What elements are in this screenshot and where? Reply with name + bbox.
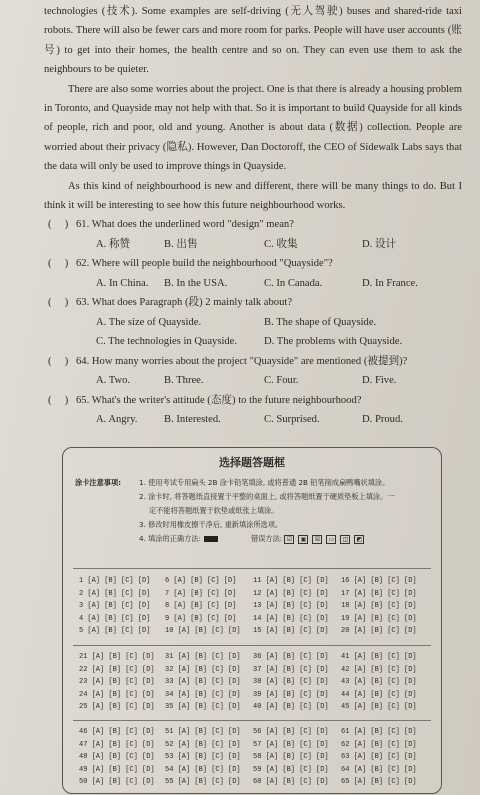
answer-bubble-row-46[interactable]: 46 [A] [B] [C] [D] [79, 728, 155, 736]
answer-bubble-row-21[interactable]: 21 [A] [B] [C] [D] [79, 653, 155, 661]
answer-bubble-row-49[interactable]: 49 [A] [B] [C] [D] [79, 765, 155, 774]
note-2-continued: 定不能将答题纸置于软垫或纸张上填涂。 [149, 506, 279, 515]
question-63-option-c: C. The technologies in Quayside. [96, 336, 238, 348]
grid-separator [73, 568, 431, 569]
question-63-text: 63. What does Paragraph (段) 2 mainly talk about? [76, 297, 293, 309]
answer-bubble-row-16[interactable]: 16 [A] [B] [C] [D] [341, 577, 417, 585]
answer-bubble-row-3[interactable]: 3 [A] [B] [C] [D] [79, 602, 151, 611]
answer-bubble-row-60[interactable]: 60 [A] [B] [C] [D] [253, 778, 329, 787]
wrong-methods-label: 错误方法: [251, 534, 283, 543]
check-mark-icon: ☑ [284, 535, 294, 544]
answer-bubble-row-51[interactable]: 51 [A] [B] [C] [D] [165, 728, 241, 736]
answer-bubble-row-55[interactable]: 55 [A] [B] [C] [D] [165, 778, 241, 787]
answer-bubble-row-6[interactable]: 6 [A] [B] [C] [D] [165, 577, 237, 585]
question-62-option-c: C. In Canada. [264, 277, 323, 289]
answer-bubble-row-23[interactable]: 23 [A] [B] [C] [D] [79, 678, 155, 687]
answer-bubble-row-2[interactable]: 2 [A] [B] [C] [D] [79, 589, 151, 598]
answer-bubble-row-19[interactable]: 19 [A] [B] [C] [D] [341, 614, 417, 623]
question-61-option-b: B. 出售 [164, 238, 198, 250]
question-64-text: 64. How many worries about the project "Quayside" are mentioned (被提到)? [76, 355, 408, 367]
filled-square-icon: ▣ [298, 535, 308, 544]
notes-label: 涂卡注意事项: [75, 478, 121, 487]
answer-bubble-row-53[interactable]: 53 [A] [B] [C] [D] [165, 753, 241, 762]
correct-fill-example-icon [204, 536, 218, 542]
answer-bubble-row-41[interactable]: 41 [A] [B] [C] [D] [341, 653, 417, 661]
question-63-option-b: B. The shape of Quayside. [264, 316, 377, 328]
question-61: ( ) 61. What does the underlined word "design" mean? A. 称赞 B. 出售 C. 收集 D. 设计 [44, 215, 462, 254]
answer-bubble-row-48[interactable]: 48 [A] [B] [C] [D] [79, 753, 155, 762]
answer-bubble-row-54[interactable]: 54 [A] [B] [C] [D] [165, 765, 241, 774]
answer-bubble-row-4[interactable]: 4 [A] [B] [C] [D] [79, 614, 151, 623]
answer-bubble-row-24[interactable]: 24 [A] [B] [C] [D] [79, 690, 155, 699]
question-64-option-d: D. Five. [362, 375, 397, 387]
question-62: ( ) 62. Where will people build the neighbourhood "Quayside"? A. In China. B. In the USA. C. In Canada. D. In France. [44, 254, 462, 293]
question-65: ( ) 65. What's the writer's attitude (态度) to the future neighbourhood? A. Angry. B. Interested. C. Surprised. D. Proud. [44, 391, 462, 430]
empty-box-icon: ▭ [326, 535, 336, 544]
answer-bubble-row-20[interactable]: 20 [A] [B] [C] [D] [341, 627, 417, 636]
question-61-option-c: C. 收集 [264, 238, 298, 250]
note-4: 4. 填涂的正确方法: [139, 534, 201, 543]
answer-bubble-row-56[interactable]: 56 [A] [B] [C] [D] [253, 728, 329, 736]
answer-bubble-row-12[interactable]: 12 [A] [B] [C] [D] [253, 589, 329, 598]
answer-bubble-row-35[interactable]: 35 [A] [B] [C] [D] [165, 703, 241, 712]
answer-bubble-row-17[interactable]: 17 [A] [B] [C] [D] [341, 589, 417, 598]
cross-box-icon: ☒ [312, 535, 322, 544]
answer-bubble-row-15[interactable]: 15 [A] [B] [C] [D] [253, 627, 329, 636]
question-62-option-b: B. In the USA. [164, 277, 228, 289]
question-64: ( ) 64. How many worries about the project "Quayside" are mentioned (被提到)? A. Two. B. Three. C. Four. D. Five. [44, 352, 462, 391]
question-64-option-b: B. Three. [164, 375, 204, 387]
question-61-option-d: D. 设计 [362, 238, 397, 250]
answer-bubble-row-25[interactable]: 25 [A] [B] [C] [D] [79, 703, 155, 712]
question-65-option-b: B. Interested. [164, 414, 221, 426]
answer-sheet [62, 447, 442, 794]
answer-bubble-row-44[interactable]: 44 [A] [B] [C] [D] [341, 690, 417, 699]
answer-bubble-row-52[interactable]: 52 [A] [B] [C] [D] [165, 740, 241, 749]
note-2: 2. 涂卡时, 将答题纸直接置于平整的桌面上, 或将答题纸置于硬质垫板上填涂。一 [139, 492, 395, 501]
question-63-option-d: D. The problems with Quayside. [264, 336, 403, 348]
question-64-option-a: A. Two. [96, 375, 131, 387]
question-65-text: 65. What's the writer's attitude (态度) to the future neighbourhood? [76, 394, 362, 406]
answer-bubble-row-32[interactable]: 32 [A] [B] [C] [D] [165, 665, 241, 674]
half-box-icon: ◫ [340, 535, 350, 544]
answer-bubble-row-47[interactable]: 47 [A] [B] [C] [D] [79, 740, 155, 749]
answer-bubble-row-5[interactable]: 5 [A] [B] [C] [D] [79, 627, 151, 636]
answer-bubble-row-57[interactable]: 57 [A] [B] [C] [D] [253, 740, 329, 749]
answer-bubble-row-42[interactable]: 42 [A] [B] [C] [D] [341, 665, 417, 674]
note-1: 1. 使用考试专用扁头 2B 涂卡铅笔填涂, 或将普通 2B 铅笔削成扁鸭嘴状填涂。 [139, 478, 390, 487]
answer-bubble-row-7[interactable]: 7 [A] [B] [C] [D] [165, 589, 237, 598]
answer-bubble-row-39[interactable]: 39 [A] [B] [C] [D] [253, 690, 329, 699]
answer-bubble-row-13[interactable]: 13 [A] [B] [C] [D] [253, 602, 329, 611]
answer-bubble-row-34[interactable]: 34 [A] [B] [C] [D] [165, 690, 241, 699]
question-64-option-c: C. Four. [264, 375, 299, 387]
question-65-option-d: D. Proud. [362, 414, 403, 426]
passage-paragraph-2: There are also some worries about the project. One is that there is already a housing problem in Toronto, and Quayside may not help with that. So it is important to build Quayside for all kinds of people, rich and poor, old and young. Another is about data (数据) collection. People are worried about their privacy (隐私). However, Dan Doctoroff, the CEO of Sidewalk Labs says that the data will only be used to improve things in Quayside. [44, 83, 462, 173]
question-65-option-c: C. Surprised. [264, 414, 320, 426]
passage-paragraph-3: As this kind of neighbourhood is new and different, there will be many things to do. But I think it will be interesting to see how this future neighbourhood works. [44, 180, 462, 212]
answer-bubble-row-18[interactable]: 18 [A] [B] [C] [D] [341, 602, 417, 611]
question-61-text: 61. What does the underlined word "design" mean? [76, 219, 294, 231]
answer-bubble-row-22[interactable]: 22 [A] [B] [C] [D] [79, 665, 155, 674]
answer-bubble-row-36[interactable]: 36 [A] [B] [C] [D] [253, 653, 329, 661]
question-62-option-d: D. In France. [362, 277, 418, 289]
answer-bubble-row-37[interactable]: 37 [A] [B] [C] [D] [253, 665, 329, 674]
question-63: ( ) 63. What does Paragraph (段) 2 mainly talk about? A. The size of Quayside. B. The shape of Quayside. C. The technologies in Quayside. D. The problems with Quayside. [44, 293, 462, 352]
answer-bubble-row-64[interactable]: 64 [A] [B] [C] [D] [341, 765, 417, 774]
answer-bubble-row-45[interactable]: 45 [A] [B] [C] [D] [341, 703, 417, 712]
answer-bubble-row-65[interactable]: 65 [A] [B] [C] [D] [341, 778, 417, 787]
reading-passage [44, 2, 462, 215]
answer-bubble-row-10[interactable]: 10 [A] [B] [C] [D] [165, 627, 241, 636]
answer-bubble-row-1[interactable]: 1 [A] [B] [C] [D] [79, 577, 151, 585]
answer-bubble-row-50[interactable]: 50 [A] [B] [C] [D] [79, 778, 155, 787]
question-63-option-a: A. The size of Quayside. [96, 316, 202, 328]
answer-bubble-row-40[interactable]: 40 [A] [B] [C] [D] [253, 703, 329, 712]
question-61-option-a: A. 称赞 [96, 238, 131, 250]
slash-box-icon: ◩ [354, 535, 364, 544]
answer-bubble-row-11[interactable]: 11 [A] [B] [C] [D] [253, 577, 329, 585]
exam-text [44, 2, 462, 430]
grid-separator [73, 645, 431, 646]
answer-bubble-row-43[interactable]: 43 [A] [B] [C] [D] [341, 678, 417, 687]
answer-bubble-row-58[interactable]: 58 [A] [B] [C] [D] [253, 753, 329, 762]
answer-bubble-row-38[interactable]: 38 [A] [B] [C] [D] [253, 678, 329, 687]
answer-bubble-row-8[interactable]: 8 [A] [B] [C] [D] [165, 602, 237, 611]
grid-separator [73, 720, 431, 721]
question-62-text: 62. Where will people build the neighbourhood "Quayside"? [76, 258, 333, 270]
answer-sheet-notes [75, 476, 435, 546]
answer-sheet-title: 选择题答题框 [219, 456, 285, 469]
answer-bubble-row-62[interactable]: 62 [A] [B] [C] [D] [341, 740, 417, 749]
answer-bubble-row-61[interactable]: 61 [A] [B] [C] [D] [341, 728, 417, 736]
answer-bubble-row-9[interactable]: 9 [A] [B] [C] [D] [165, 614, 237, 623]
wrong-methods [251, 532, 368, 546]
note-3: 3. 修改时用橡皮擦干净后, 重新填涂所选项。 [139, 520, 283, 529]
question-62-option-a: A. In China. [96, 277, 149, 289]
answer-bubble-row-31[interactable]: 31 [A] [B] [C] [D] [165, 653, 241, 661]
passage-paragraph-1: technologies (技术). Some examples are self-driving (无人驾驶) buses and shared-ride taxi robots. There will also be fewer cars and more room for parks. People will have user accounts (账号) to get into their homes, the health centre and so on. They can even use them to ask the neighbours to be quieter. [44, 6, 462, 76]
answer-bubble-row-14[interactable]: 14 [A] [B] [C] [D] [253, 614, 329, 623]
answer-bubble-row-59[interactable]: 59 [A] [B] [C] [D] [253, 765, 329, 774]
answer-bubble-row-33[interactable]: 33 [A] [B] [C] [D] [165, 678, 241, 687]
answer-bubble-row-63[interactable]: 63 [A] [B] [C] [D] [341, 753, 417, 762]
question-65-option-a: A. Angry. [96, 414, 138, 426]
